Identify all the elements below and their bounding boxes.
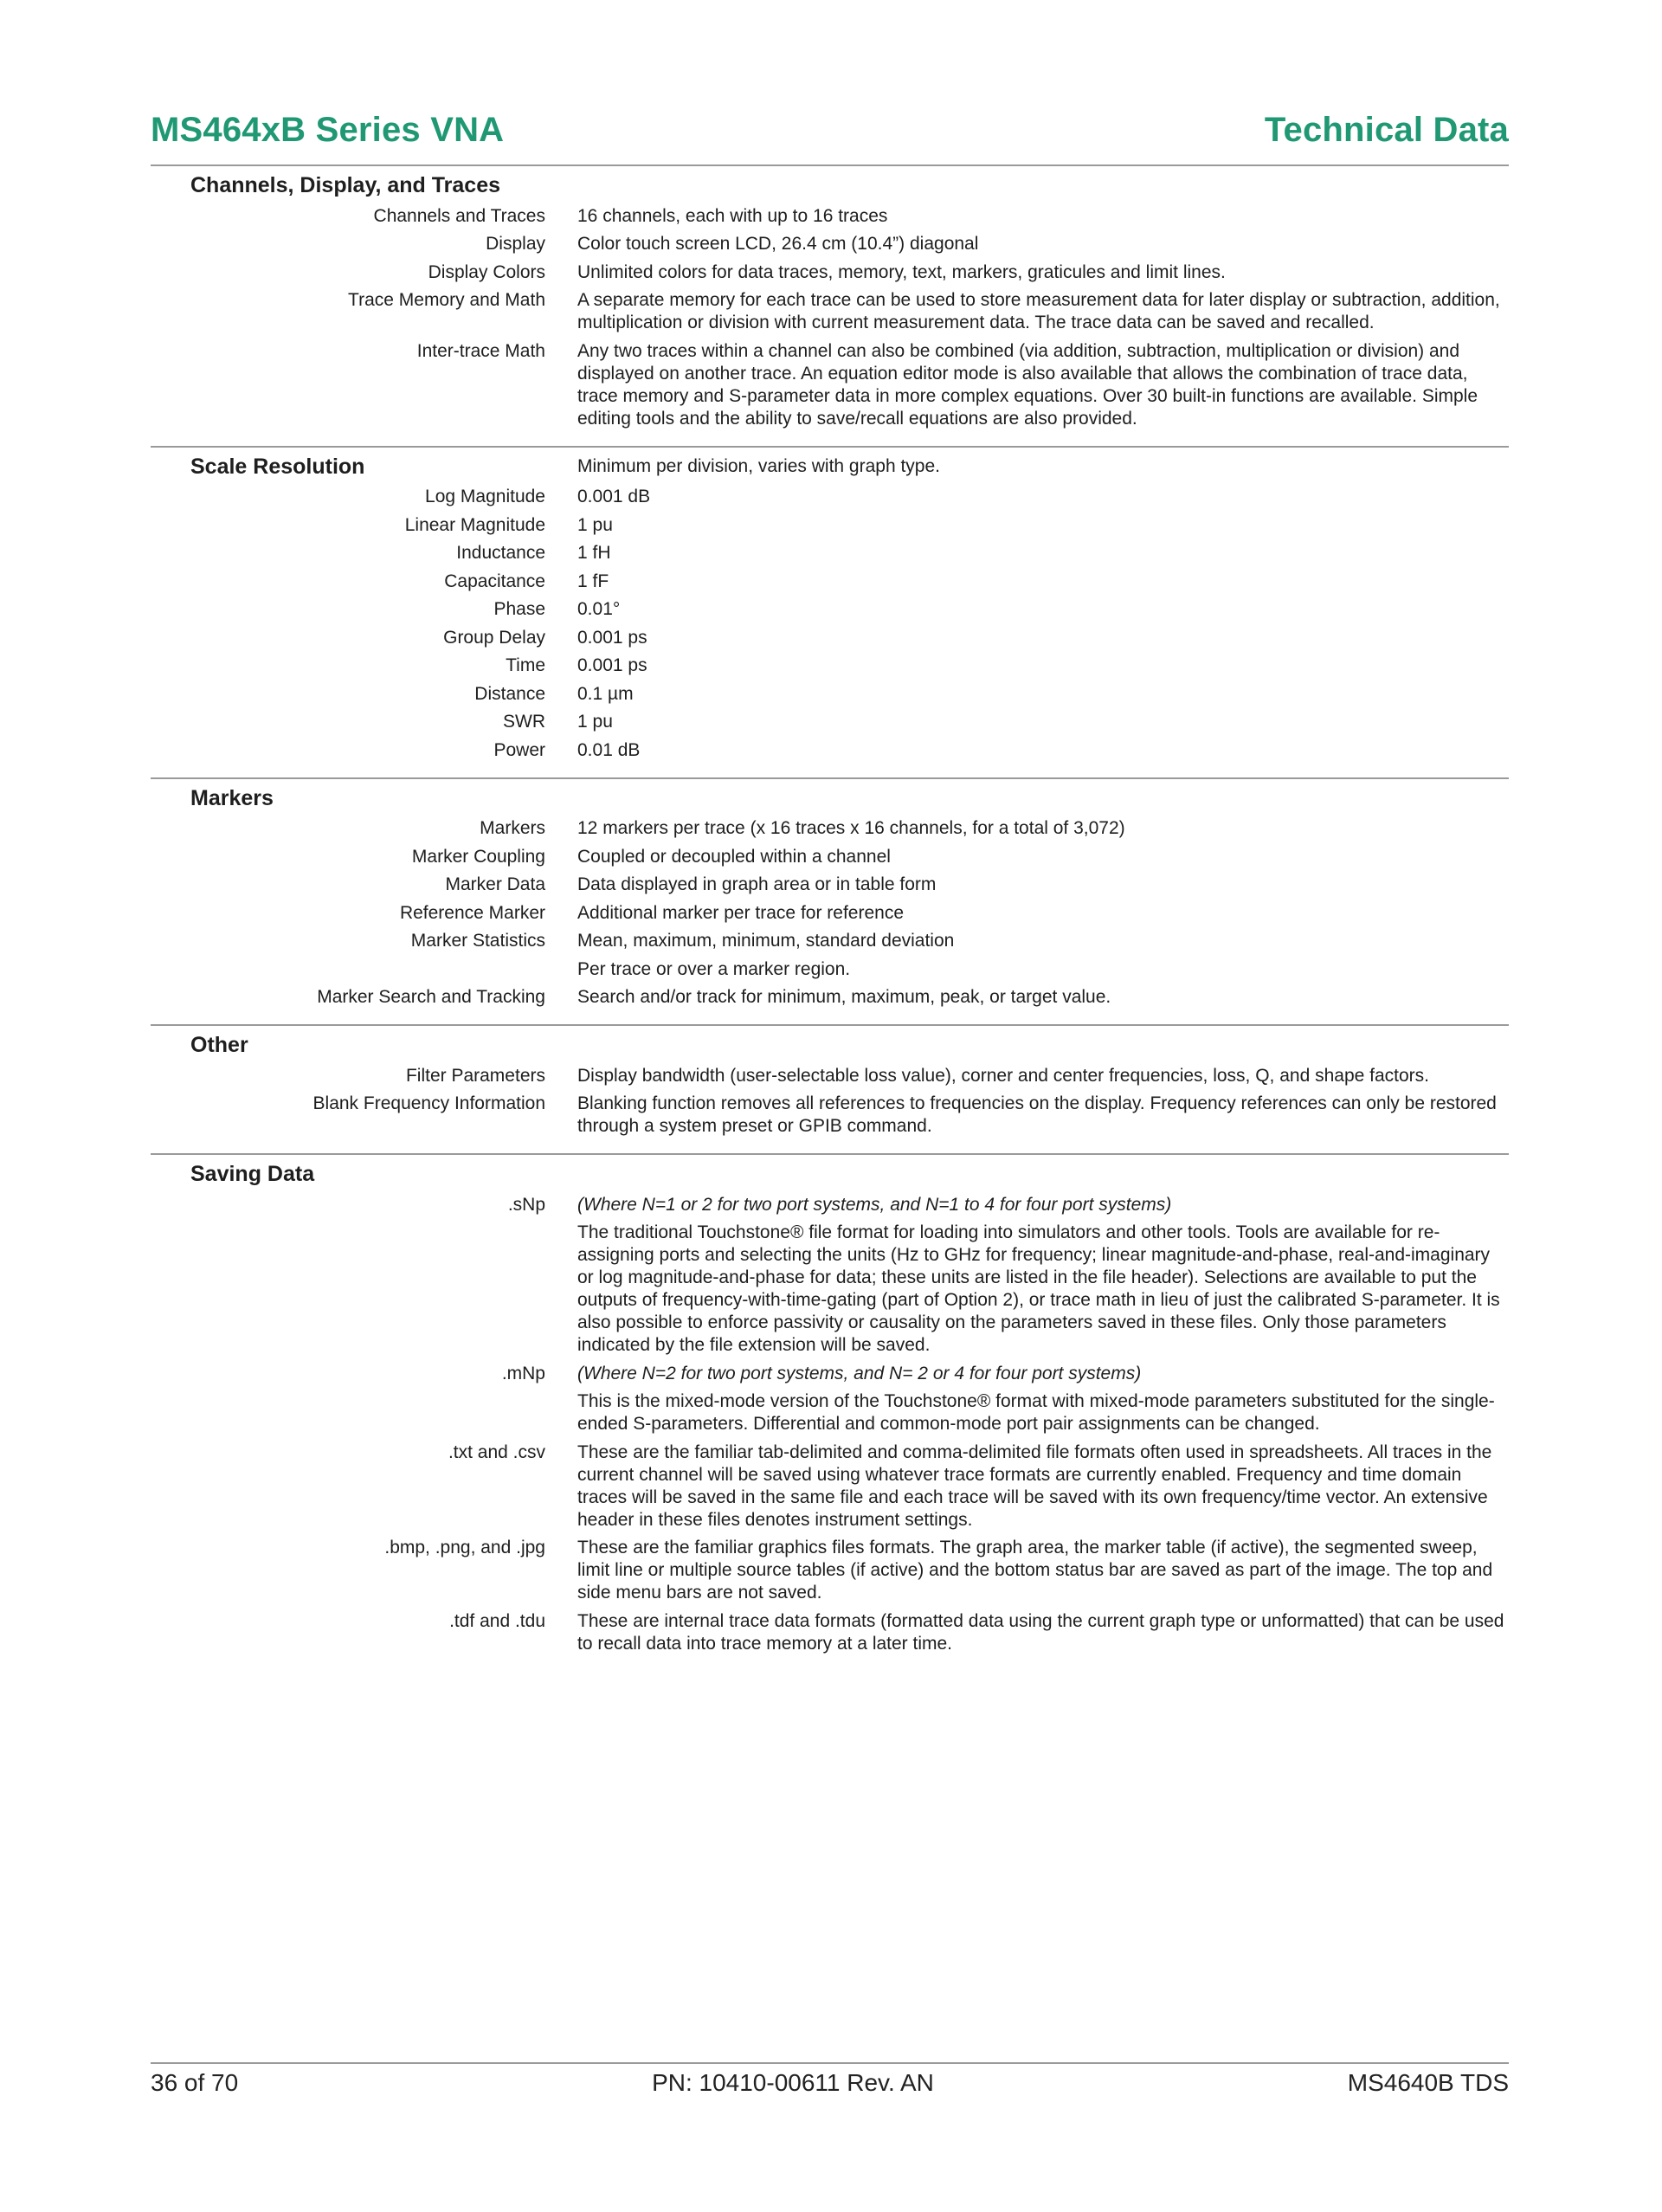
- spec-label: .tdf and .tdu: [449, 1610, 545, 1631]
- spec-value: The traditional Touchstone® file format for loading into simulators and other tools. Tools are available for re-assigning ports and selecting the units (Hz to GHz for frequency; linear magnitude-and-phase, real-and-imaginary or log magnitude-and-phase for data; these units are listed in the file header). Selections are available to put the outputs of frequency-with-time-gating (part of Option 2), or trace math in lieu of just the calibrated S-parameter. It is also possible to enforce passivity or causality on the parameters saved in these files. Only those parameters indicated by the file extension will be saved.: [577, 1222, 1500, 1355]
- spec-label: Inductance: [456, 543, 545, 563]
- spec-row: [151, 817, 1509, 840]
- spec-label: Group Delay: [443, 627, 545, 648]
- section-heading: Channels, Display, and Traces: [190, 173, 501, 197]
- spec-label: Power: [493, 739, 545, 760]
- spec-row: [151, 874, 1509, 896]
- spec-label: Marker Statistics: [410, 931, 545, 951]
- spec-row: [151, 289, 1509, 334]
- spec-section: [151, 777, 1509, 1025]
- spec-value: Any two traces within a channel can also be combined (via addition, subtraction, multiplication or division) and displayed on another trace. An equation editor mode is also available that allows the combination of trace data, trace memory and S-parameter data in more complex equations. Over 30 built-in functions are available. Simple editing tools and the ability to save/recall equations are also provided.: [577, 340, 1478, 429]
- spec-row: [151, 1065, 1509, 1087]
- spec-label: Log Magnitude: [425, 487, 545, 506]
- spec-value: (Where N=1 or 2 for two port systems, and N=1 to 4 for four port systems): [577, 1194, 1172, 1215]
- spec-row: [151, 571, 1509, 593]
- spec-value: 0.01°: [577, 599, 621, 619]
- section-heading: Scale Resolution: [190, 454, 365, 479]
- spec-section: [151, 1153, 1509, 1671]
- spec-value: Color touch screen LCD, 26.4 cm (10.4”) diagonal: [577, 234, 979, 254]
- spec-row: [151, 902, 1509, 925]
- spec-label: Phase: [493, 599, 545, 619]
- spec-value: Display bandwidth (user-selectable loss value), corner and center frequencies, loss, Q, and shape factors.: [577, 1065, 1430, 1086]
- spec-row: [151, 1441, 1509, 1532]
- spec-value: (Where N=2 for two port systems, and N= 2 or 4 for four port systems): [577, 1363, 1142, 1383]
- spec-row: [151, 1363, 1509, 1385]
- spec-label: Markers: [480, 818, 545, 838]
- spec-row: [151, 1610, 1509, 1655]
- spec-value: Blanking function removes all references to frequencies on the display. Frequency references can only be restored through a system preset or GPIB command.: [577, 1093, 1497, 1136]
- spec-row: [151, 542, 1509, 564]
- spec-section: [151, 164, 1509, 446]
- spec-label: Channels and Traces: [373, 205, 545, 226]
- spec-value: 0.001 ps: [577, 627, 647, 648]
- spec-row: [151, 739, 1509, 762]
- section-heading-row: [151, 1160, 1509, 1188]
- spec-label: Marker Data: [445, 874, 545, 894]
- spec-value: 0.001 ps: [577, 655, 647, 675]
- spec-content: [151, 164, 1509, 1671]
- spec-row: [151, 205, 1509, 228]
- section-heading-row: [151, 1031, 1509, 1059]
- spec-label: Display Colors: [428, 261, 545, 282]
- spec-value: A separate memory for each trace can be used to store measurement data for later display or subtraction, addition, multiplication or division with current measurement data. The trace data can be saved and recalled.: [577, 290, 1500, 332]
- spec-label: Trace Memory and Math: [348, 290, 545, 310]
- spec-row: [151, 514, 1509, 537]
- spec-label: Blank Frequency Information: [312, 1093, 545, 1113]
- spec-row: [151, 1093, 1509, 1138]
- section-heading-row: [151, 784, 1509, 812]
- spec-value: 0.1 µm: [577, 683, 634, 704]
- spec-label: Marker Search and Tracking: [317, 987, 545, 1007]
- spec-label: .mNp: [501, 1363, 545, 1383]
- spec-label: Distance: [474, 683, 545, 704]
- spec-value: 1 pu: [577, 514, 613, 535]
- spec-value: Unlimited colors for data traces, memory, text, markers, graticules and limit lines.: [577, 261, 1226, 282]
- section-heading: Saving Data: [190, 1162, 315, 1186]
- spec-value: Coupled or decoupled within a channel: [577, 846, 891, 867]
- spec-label: [151, 958, 545, 981]
- spec-row: [151, 655, 1509, 677]
- section-title: Technical Data: [1264, 110, 1509, 149]
- spec-value: Search and/or track for minimum, maximum, peak, or target value.: [577, 987, 1111, 1007]
- spec-row: [151, 1194, 1509, 1216]
- spec-label: [151, 1222, 545, 1357]
- spec-label: .sNp: [507, 1194, 545, 1215]
- spec-row: [151, 986, 1509, 1009]
- spec-row: [151, 261, 1509, 284]
- spec-label: Inter-trace Math: [416, 340, 545, 361]
- document-title: MS464xB Series VNA: [151, 110, 505, 149]
- spec-value: 0.01 dB: [577, 739, 641, 760]
- spec-row: [151, 598, 1509, 621]
- spec-value: 1 pu: [577, 712, 613, 732]
- spec-value: These are the familiar tab-delimited and comma-delimited file formats often used in spreadsheets. All traces in the current channel will be saved using whatever trace formats are currently enabled. Frequency and time domain traces will be saved in the same file and each trace will be saved with its own frequency/time vector. An extensive header in these files denotes instrument settings.: [577, 1441, 1492, 1530]
- spec-row: [151, 1537, 1509, 1604]
- spec-row: [151, 340, 1509, 430]
- spec-label: .bmp, .png, and .jpg: [384, 1538, 545, 1557]
- spec-value: Per trace or over a marker region.: [577, 958, 851, 979]
- spec-row: [151, 233, 1509, 255]
- spec-row: [151, 930, 1509, 952]
- section-heading-row: [151, 453, 1509, 480]
- document-id: MS4640B TDS: [1347, 2069, 1509, 2096]
- spec-row: [151, 711, 1509, 733]
- spec-row: [151, 1222, 1509, 1357]
- spec-label: Marker Coupling: [411, 846, 545, 867]
- spec-label: Reference Marker: [399, 902, 545, 923]
- spec-label: Filter Parameters: [405, 1065, 545, 1086]
- section-heading-value: Minimum per division, varies with graph type.: [577, 455, 940, 476]
- spec-label: SWR: [503, 712, 545, 732]
- spec-value: This is the mixed-mode version of the Touchstone® format with mixed-mode parameters substituted for the single-ended S-parameters. Differential and common-mode port pair assignments can be changed.: [577, 1391, 1495, 1434]
- spec-row: [151, 846, 1509, 868]
- spec-value: Data displayed in graph area or in table form: [577, 874, 937, 894]
- page-footer: [151, 2062, 1509, 2097]
- spec-row: [151, 627, 1509, 649]
- spec-row: [151, 958, 1509, 981]
- spec-value: 1 fF: [577, 571, 609, 591]
- spec-value: These are internal trace data formats (formatted data using the current graph type or unformatted) that can be used to recall data into trace memory at a later time.: [577, 1610, 1504, 1654]
- spec-value: 0.001 dB: [577, 487, 651, 506]
- spec-label: [151, 1390, 545, 1435]
- spec-label: .txt and .csv: [448, 1441, 545, 1462]
- spec-row: [151, 683, 1509, 706]
- spec-label: Capacitance: [444, 571, 545, 591]
- page-header: [151, 104, 1509, 156]
- spec-value: Additional marker per trace for reference: [577, 902, 905, 923]
- page-number: 36 of 70: [151, 2069, 239, 2096]
- spec-section: [151, 446, 1509, 777]
- spec-row: [151, 486, 1509, 508]
- spec-row: [151, 1390, 1509, 1435]
- spec-label: Linear Magnitude: [404, 514, 545, 535]
- spec-value: 1 fH: [577, 543, 611, 563]
- spec-value: These are the familiar graphics files formats. The graph area, the marker table (if active), the segmented sweep, limit line or multiple source tables (if active) and the bottom status bar are saved as part of the image. The top and side menu bars are not saved.: [577, 1538, 1493, 1603]
- spec-value: 12 markers per trace (x 16 traces x 16 channels, for a total of 3,072): [577, 818, 1125, 838]
- section-heading: Markers: [190, 785, 274, 810]
- section-heading-row: [151, 171, 1509, 199]
- spec-label: Display: [486, 234, 545, 254]
- spec-value: 16 channels, each with up to 16 traces: [577, 205, 888, 226]
- spec-label: Time: [506, 655, 545, 675]
- spec-value: Mean, maximum, minimum, standard deviation: [577, 931, 955, 951]
- spec-section: [151, 1024, 1509, 1153]
- part-number: PN: 10410-00611 Rev. AN: [652, 2069, 934, 2096]
- section-heading: Other: [190, 1033, 248, 1057]
